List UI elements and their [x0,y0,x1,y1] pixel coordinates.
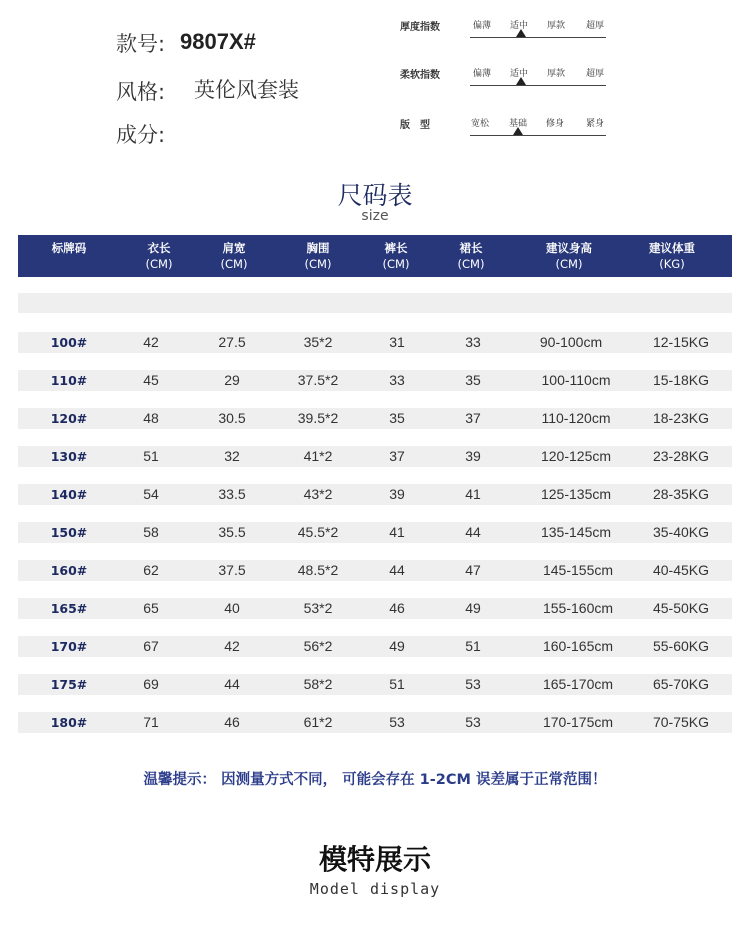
scale-option: 适中 [509,21,529,31]
scale-line [470,37,606,38]
cell-chest: 61*2 [303,714,333,730]
cell-chest: 41*2 [303,448,333,464]
table-row [18,636,732,657]
scale-option: 偏薄 [472,21,492,31]
cell-weight: 15-18KG [652,372,710,388]
table-row [18,484,732,505]
header-label: 建议体重 [649,241,695,255]
cell-shoulder: 32 [224,448,240,464]
size-code: 140# [50,487,88,502]
cell-height: 160-165cm [542,638,614,654]
fabric-label: 成分: [116,123,166,147]
model-display-subtitle: Model display [309,880,441,898]
cell-skirt: 41 [465,486,481,502]
cell-skirt: 53 [465,714,481,730]
table-row [18,712,732,733]
cell-chest: 45.5*2 [297,524,339,540]
table-row [18,408,732,429]
cell-weight: 12-15KG [652,334,710,350]
header-unit: (CM) [382,257,410,271]
size-table-header [18,235,732,277]
cell-chest: 48.5*2 [297,562,339,578]
cell-height: 165-170cm [542,676,614,692]
size-code: 100# [50,335,88,350]
cell-skirt: 39 [465,448,481,464]
size-code: 175# [50,677,88,692]
cell-pants: 44 [389,562,405,578]
fabric-line [116,119,165,149]
cell-height: 125-135cm [540,486,612,502]
cell-shoulder: 33.5 [218,486,246,502]
cell-length: 62 [143,562,159,578]
cell-weight: 65-70KG [652,676,710,692]
cell-shoulder: 29 [224,372,240,388]
scale-line [470,85,606,86]
table-row [18,522,732,543]
cell-pants: 51 [389,676,405,692]
header-unit: (CM) [145,257,173,271]
header-unit: (CM) [304,257,332,271]
cell-chest: 58*2 [303,676,333,692]
cell-skirt: 44 [465,524,481,540]
scale-option: 宽松 [470,119,490,129]
cell-height: 110-120cm [541,410,611,426]
cell-length: 69 [143,676,159,692]
header-label: 裙长 [459,241,483,255]
model-number-line [116,28,256,58]
header-unit: (CM) [220,257,248,271]
cell-pants: 39 [389,486,405,502]
cell-weight: 35-40KG [652,524,710,540]
cell-length: 65 [143,600,159,616]
cell-pants: 41 [389,524,405,540]
table-row [18,370,732,391]
cell-length: 48 [143,410,159,426]
cell-weight: 28-35KG [652,486,710,502]
scale-option: 超厚 [585,21,605,31]
scale-option: 适中 [509,69,529,79]
header-cell [273,240,363,272]
cell-weight: 23-28KG [652,448,710,464]
scale-marker-icon [516,29,526,37]
header-label: 肩宽 [222,241,246,255]
thickness-scale-label: 厚度指数 [400,22,440,33]
scale-marker-icon [513,127,523,135]
cell-weight: 55-60KG [652,638,710,654]
cell-chest: 53*2 [303,600,333,616]
size-code: 180# [50,715,88,730]
size-chart-title: 尺码表 [337,181,413,210]
header-label: 裤长 [384,241,408,255]
size-code: 120# [50,411,88,426]
cell-chest: 39.5*2 [297,410,339,426]
softness-scale [400,66,610,96]
scale-option: 超厚 [585,69,605,79]
size-code: 110# [50,373,88,388]
header-cell [627,240,717,272]
header-cell [189,240,279,272]
cell-pants: 49 [389,638,405,654]
cell-shoulder: 35.5 [218,524,246,540]
header-cell [524,240,614,272]
cell-skirt: 51 [465,638,481,654]
header-unit: (CM) [555,257,583,271]
size-code: 150# [50,525,88,540]
fit-scale [400,116,610,146]
cell-height: 135-145cm [540,524,612,540]
cell-shoulder: 30.5 [218,410,246,426]
cell-skirt: 37 [465,410,481,426]
header-label: 衣长 [147,241,171,255]
cell-skirt: 33 [465,334,481,350]
header-label: 胸围 [306,241,330,255]
softness-scale-label: 柔软指数 [400,70,440,81]
measurement-tip: 温馨提示： 因测量方式不同， 可能会存在 1-2CM 误差属于正常范围！ [143,772,607,788]
header-label: 标牌码 [51,241,87,255]
table-spacer-row [18,293,732,313]
scale-option: 厚款 [546,69,566,79]
scale-option: 基础 [508,119,528,129]
header-unit: (CM) [457,257,485,271]
cell-length: 71 [143,714,159,730]
model-number-label: 款号: [116,32,166,56]
cell-chest: 43*2 [303,486,333,502]
cell-pants: 37 [389,448,405,464]
cell-length: 58 [143,524,159,540]
model-number-value: 9807X# [180,29,256,54]
scale-marker-icon [516,77,526,85]
cell-pants: 33 [389,372,405,388]
scale-option: 紧身 [585,119,605,129]
cell-pants: 35 [389,410,405,426]
cell-length: 51 [143,448,159,464]
cell-pants: 46 [389,600,405,616]
table-row [18,598,732,619]
cell-length: 45 [143,372,159,388]
scale-option: 偏薄 [472,69,492,79]
size-chart-subtitle: size [361,208,389,224]
cell-height: 170-175cm [542,714,614,730]
cell-weight: 18-23KG [652,410,710,426]
cell-shoulder: 37.5 [218,562,246,578]
cell-weight: 45-50KG [652,600,710,616]
cell-length: 42 [143,334,159,350]
cell-length: 67 [143,638,159,654]
cell-shoulder: 27.5 [218,334,246,350]
size-code: 160# [50,563,88,578]
cell-height: 100-110cm [541,372,611,388]
cell-height: 90-100cm [539,334,603,350]
cell-chest: 56*2 [303,638,333,654]
model-display-title: 模特展示 [318,843,431,876]
scale-option: 厚款 [546,21,566,31]
cell-height: 155-160cm [542,600,614,616]
table-row [18,674,732,695]
cell-skirt: 35 [465,372,481,388]
size-code: 170# [50,639,88,654]
cell-pants: 31 [389,334,405,350]
cell-weight: 40-45KG [652,562,710,578]
cell-skirt: 47 [465,562,481,578]
cell-shoulder: 44 [224,676,240,692]
fit-scale-label: 版 型 [400,120,430,131]
cell-shoulder: 46 [224,714,240,730]
header-cell [426,240,516,272]
size-code: 130# [50,449,88,464]
header-unit: (KG) [659,257,685,271]
cell-height: 145-155cm [542,562,614,578]
cell-skirt: 49 [465,600,481,616]
table-row [18,560,732,581]
cell-skirt: 53 [465,676,481,692]
scale-line [470,135,606,136]
style-value: 英伦风套装 [194,78,299,102]
cell-weight: 70-75KG [652,714,710,730]
cell-chest: 37.5*2 [297,372,339,388]
cell-height: 120-125cm [540,448,612,464]
style-label: 风格: [116,80,166,104]
cell-shoulder: 42 [224,638,240,654]
header-cell [24,240,114,256]
size-code: 165# [50,601,88,616]
cell-pants: 53 [389,714,405,730]
table-row [18,446,732,467]
thickness-scale [400,18,610,48]
scale-option: 修身 [545,119,565,129]
header-label: 建议身高 [546,241,592,255]
style-line [116,76,299,106]
table-row [18,332,732,353]
cell-shoulder: 40 [224,600,240,616]
cell-length: 54 [143,486,159,502]
cell-chest: 35*2 [303,334,333,350]
